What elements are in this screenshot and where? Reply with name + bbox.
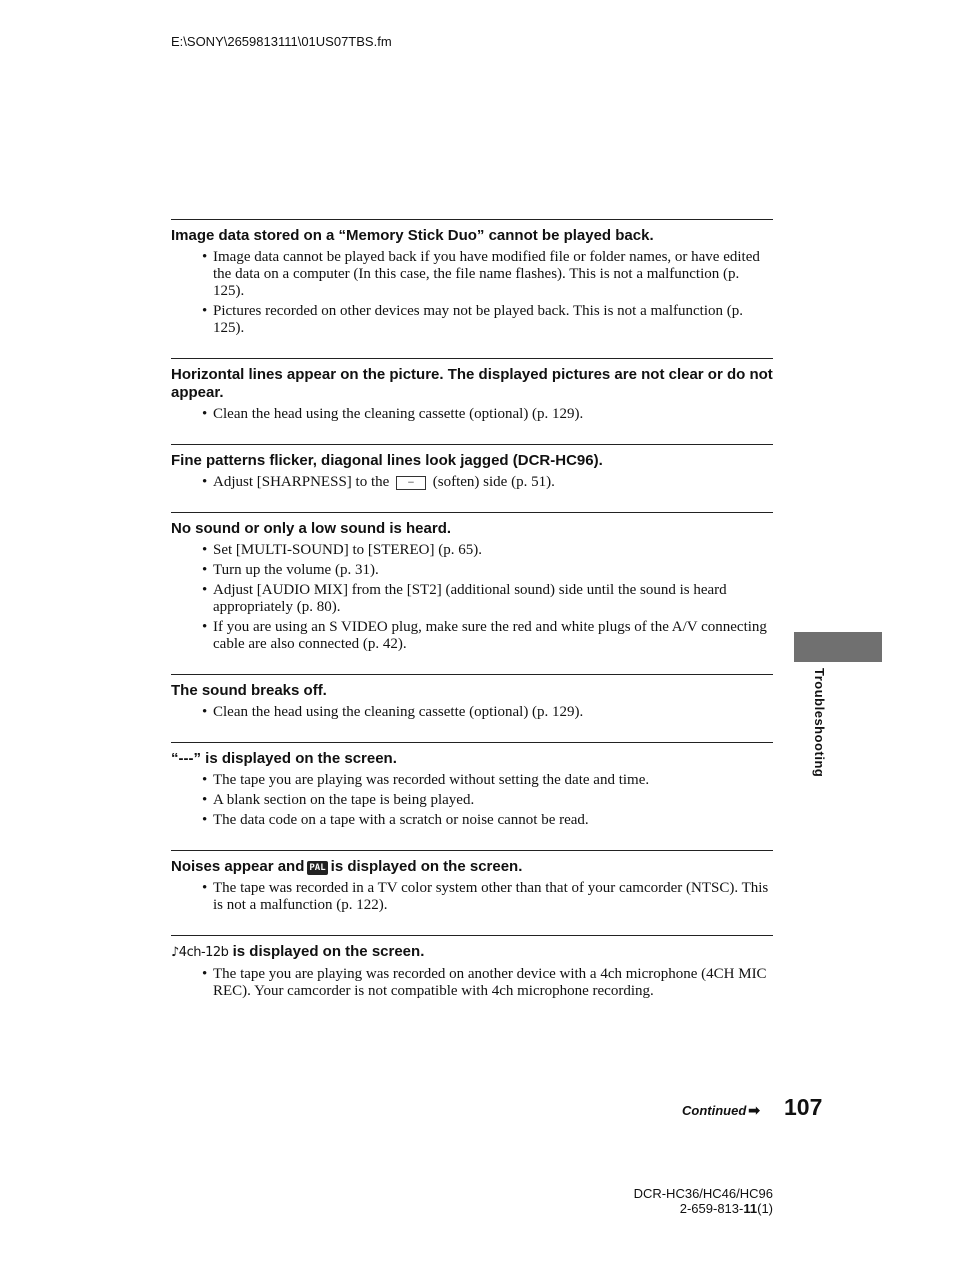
- section-heading: Fine patterns flicker, diagonal lines look jagged (DCR-HC96).: [171, 452, 603, 469]
- section-dashes-displayed: [171, 742, 773, 850]
- bullet-list: [171, 249, 773, 337]
- arrow-right-icon: ➡: [748, 1102, 760, 1118]
- heading-text: Noises appear and: [171, 858, 305, 875]
- model-info: [634, 1186, 773, 1216]
- bullet-list: [171, 772, 773, 829]
- section-fine-patterns: [171, 444, 773, 512]
- list-item: • Pictures recorded on other devices may not be played back. This is not a malfunction (p. 125).: [213, 303, 773, 337]
- minus-icon: −: [396, 476, 426, 490]
- section-heading: Image data stored on a “Memory Stick Duo” cannot be played back.: [171, 227, 654, 244]
- code-bold: 11: [743, 1201, 758, 1216]
- list-item: [213, 474, 773, 491]
- page-number: 107: [784, 1094, 823, 1120]
- section-4ch-displayed: [171, 935, 773, 1021]
- list-item: • The tape was recorded in a TV color system other than that of your camcorder (NTSC). This is not a malfunction (p. 122).: [213, 880, 773, 914]
- continued-text: Continued: [682, 1103, 747, 1118]
- chapter-tab: [794, 632, 882, 662]
- list-item: • The tape you are playing was recorded without setting the date and time.: [213, 772, 773, 789]
- list-item: • Adjust [AUDIO MIX] from the [ST2] (additional sound) side until the sound is heard appropriately (p. 80).: [213, 582, 773, 616]
- bullet-list: [171, 966, 773, 1000]
- code-suffix: (1): [757, 1201, 773, 1216]
- list-item: • If you are using an S VIDEO plug, make sure the red and white plugs of the A/V connecting cable are also connected (p. 42).: [213, 619, 773, 653]
- list-item: • Clean the head using the cleaning cassette (optional) (p. 129).: [213, 704, 773, 721]
- continued-label: [682, 1102, 760, 1119]
- pal-icon: PAL: [309, 863, 326, 873]
- section-pal-noises: [171, 850, 773, 935]
- list-item: • Turn up the volume (p. 31).: [213, 562, 773, 579]
- file-path: E:\SONY\2659813111\01US07TBS.fm: [171, 34, 392, 49]
- section-heading: “---” is displayed on the screen.: [171, 750, 397, 767]
- section-memory-stick: [171, 219, 773, 358]
- list-item: • Image data cannot be played back if you have modified file or folder names, or have edited the data on a computer (In this case, the file name flashes). This is not a malfunction (p. 125).: [213, 249, 773, 300]
- bullet-list: [171, 704, 773, 721]
- bullet-list: [171, 880, 773, 914]
- list-item: • Set [MULTI-SOUND] to [STEREO] (p. 65).: [213, 542, 773, 559]
- bullet-list: [171, 542, 773, 653]
- section-sound-breaks: [171, 674, 773, 742]
- section-horizontal-lines: [171, 358, 773, 444]
- section-heading: No sound or only a low sound is heard.: [171, 520, 452, 537]
- section-heading: [171, 943, 773, 962]
- heading-text: is displayed on the screen.: [330, 858, 523, 875]
- list-item: • Clean the head using the cleaning cassette (optional) (p. 129).: [213, 406, 773, 423]
- model-name: DCR-HC36/HC46/HC96: [633, 1186, 773, 1201]
- list-item-text: Adjust [SHARPNESS] to the: [213, 474, 390, 490]
- list-item: • A blank section on the tape is being played.: [213, 792, 773, 809]
- section-heading: The sound breaks off.: [171, 682, 327, 699]
- heading-text: is displayed on the screen.: [232, 943, 425, 960]
- chapter-label: Troubleshooting: [812, 668, 827, 778]
- list-item: • The data code on a tape with a scratch or noise cannot be read.: [213, 812, 773, 829]
- section-no-sound: [171, 512, 773, 674]
- code-prefix: 2-659-813-: [679, 1201, 744, 1216]
- document-code: [634, 1201, 773, 1216]
- troubleshooting-content: [171, 219, 773, 1021]
- bullet-list: [171, 406, 773, 423]
- section-heading: [171, 858, 773, 876]
- section-heading: Horizontal lines appear on the picture. The displayed pictures are not clear or do not appear.: [171, 366, 773, 401]
- list-item-text: (soften) side (p. 51).: [432, 474, 555, 490]
- 4ch-sound-icon: ♪4ch-12b: [171, 945, 229, 960]
- list-item: • The tape you are playing was recorded on another device with a 4ch microphone (4CH MIC REC). Your camcorder is not compatible with 4ch microphone recording.: [213, 966, 773, 1000]
- bullet-list: [171, 474, 773, 491]
